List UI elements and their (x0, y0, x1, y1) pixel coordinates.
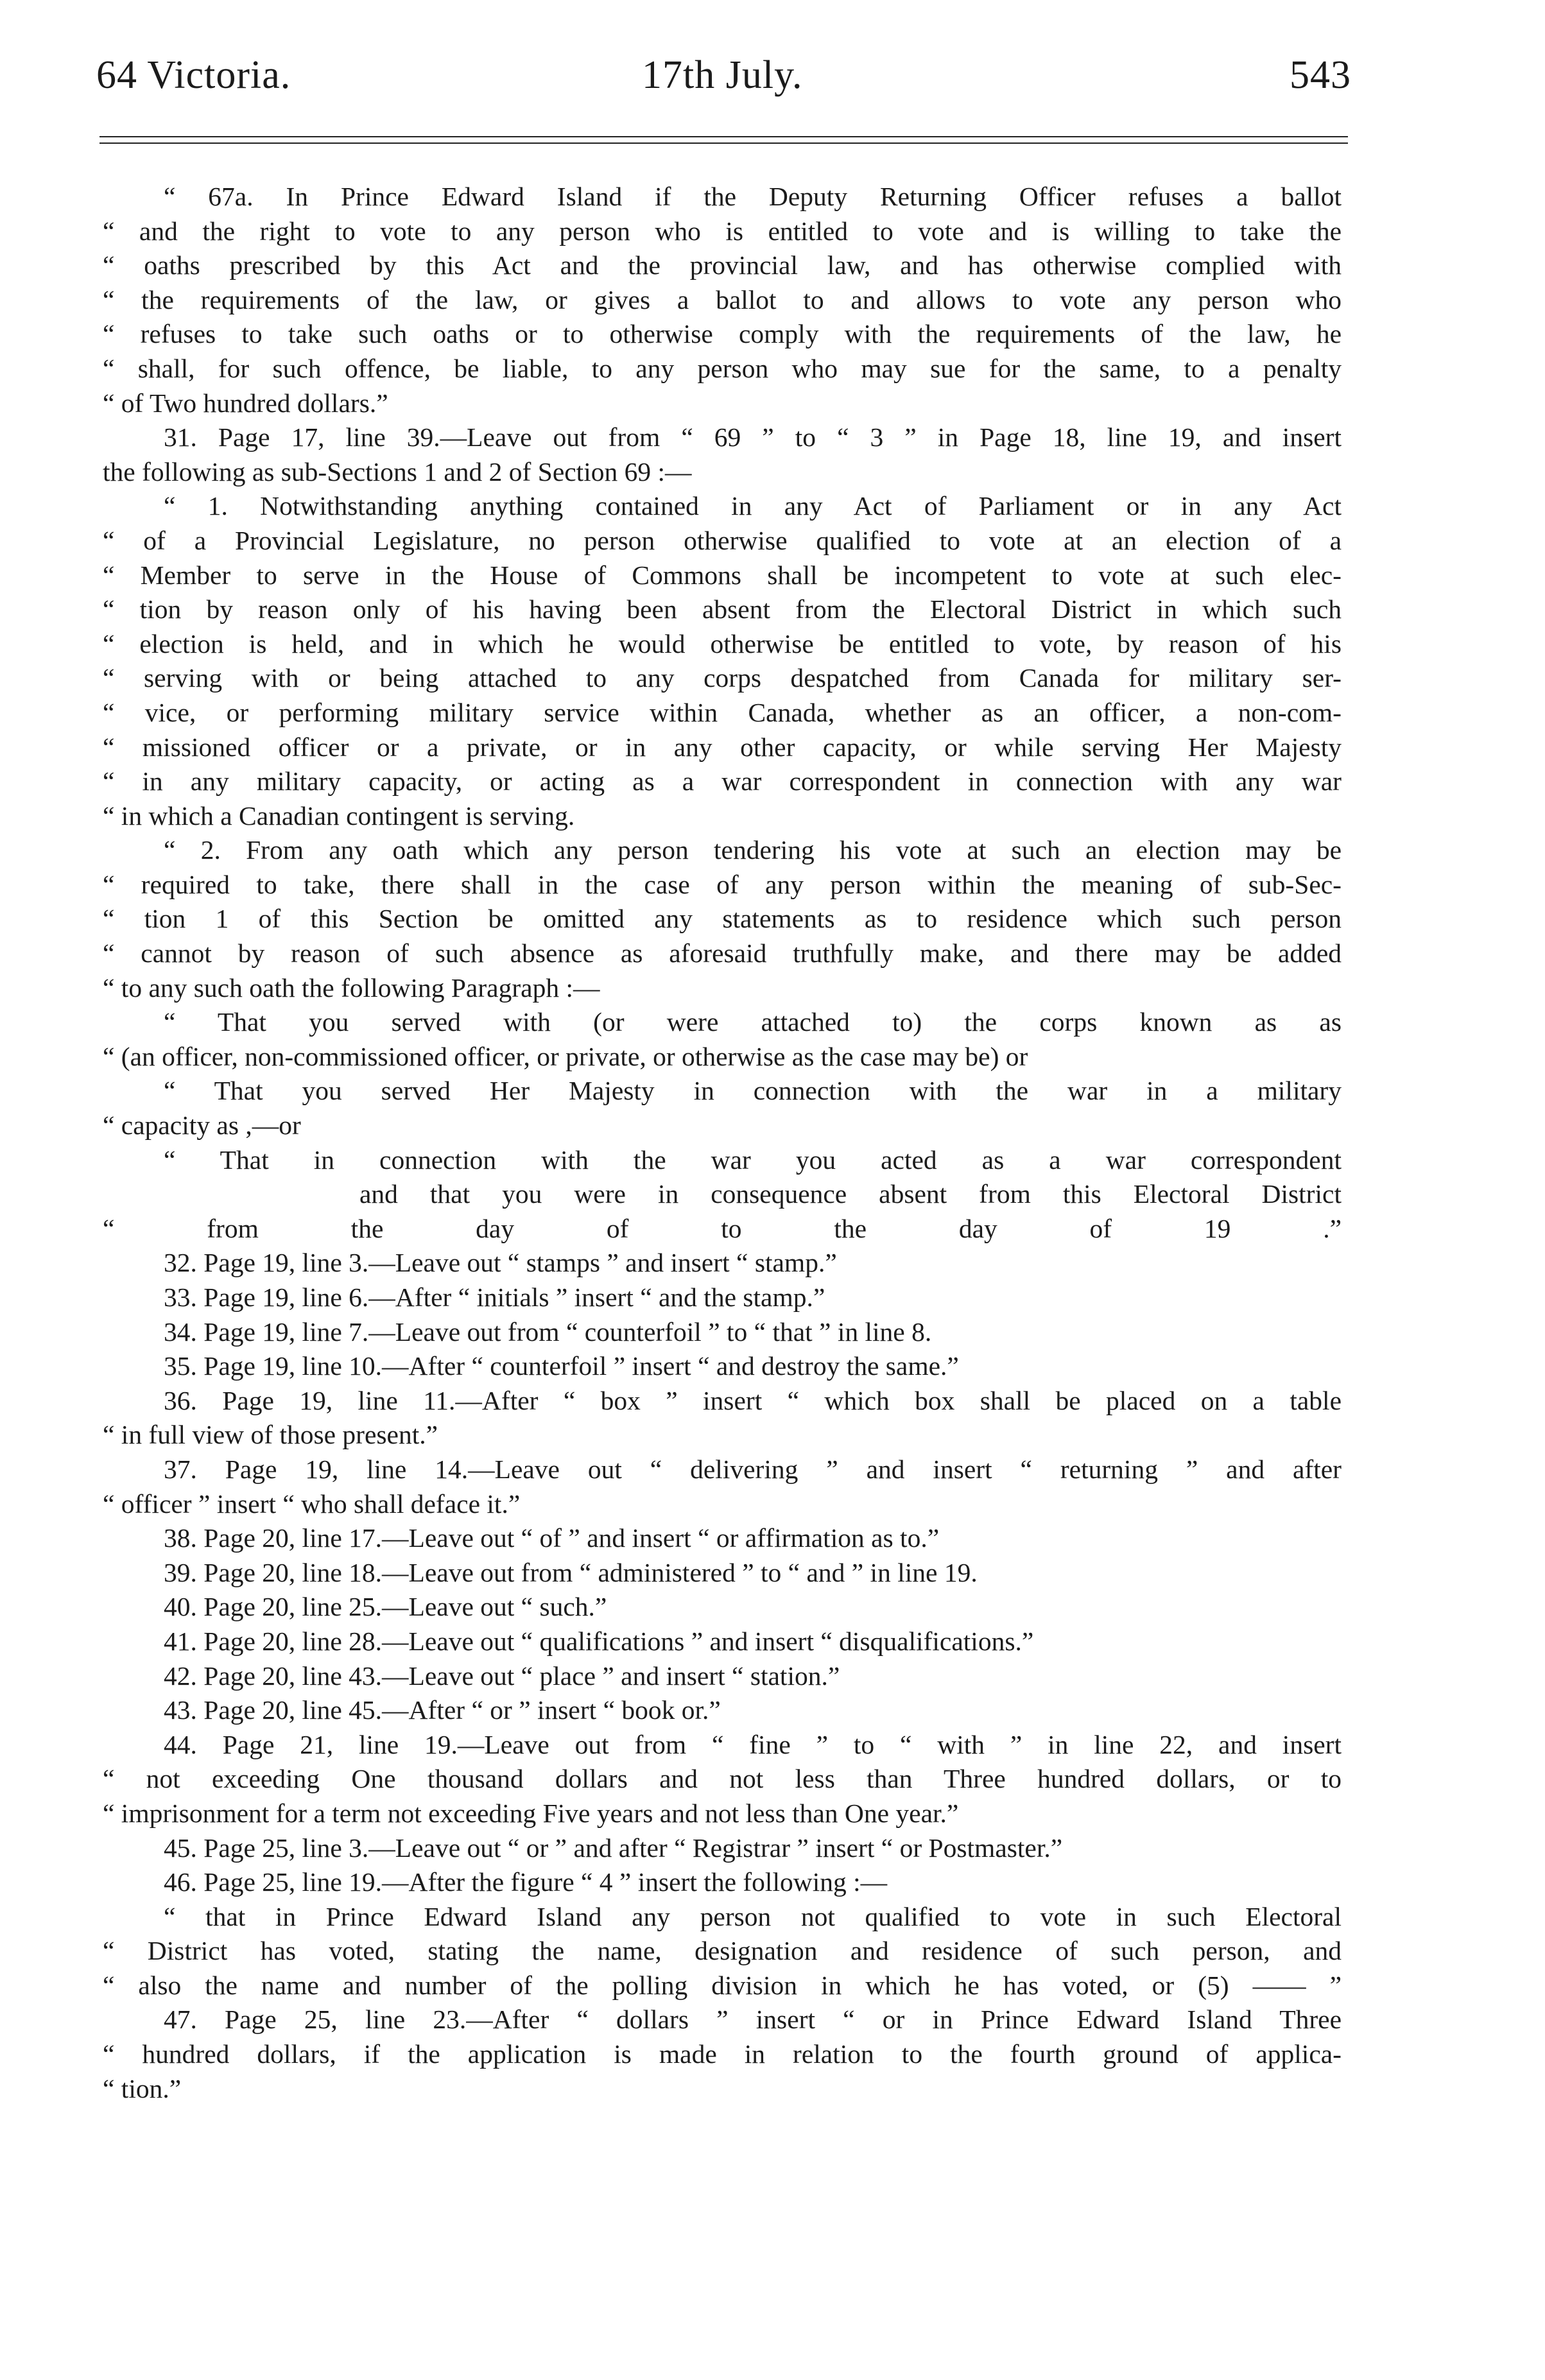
text-line: “ imprisonment for a term not exceeding Five years and not less than One year.” (103, 1798, 959, 1828)
text-line: “ not exceeding One thousand dollars and not less than Three hundred dollars, or to (103, 1764, 1342, 1794)
text-line: “ of Two hundred dollars.” (103, 388, 388, 418)
text-line: “ to any such oath the following Paragraph :— (103, 972, 600, 1003)
text-line: 38. Page 20, line 17.—Leave out “ of ” and insert “ or affirmation as to.” (164, 1523, 940, 1553)
text-line: “ tion 1 of this Section be omitted any statements as to residence which such person (103, 904, 1342, 934)
text-line: and that you were in consequence absent from this Electoral District (359, 1179, 1342, 1209)
text-line: 45. Page 25, line 3.—Leave out “ or ” and after “ Registrar ” insert “ or Postmaster.” (164, 1832, 1063, 1863)
text-line: “ refuses to take such oaths or to otherwise comply with the requirements of the law, he (103, 319, 1342, 349)
text-line: 44. Page 21, line 19.—Leave out from “ fine ” to “ with ” in line 22, and insert (164, 1729, 1342, 1759)
text-line: 41. Page 20, line 28.—Leave out “ qualifications ” and insert “ disqualifications.” (164, 1626, 1034, 1656)
body-text (103, 180, 1342, 2106)
text-line: “ That you served with (or were attached to) the corps known as as (164, 1007, 1342, 1037)
text-line: “ tion.” (103, 2073, 182, 2103)
text-line: 36. Page 19, line 11.—After “ box ” insert “ which box shall be placed on a table (164, 1385, 1342, 1415)
text-line: “ That you served Her Majesty in connection with the war in a military (164, 1076, 1342, 1106)
text-line: “ and the right to vote to any person who is entitled to vote and is willing to take the (103, 216, 1342, 246)
text-line: “ District has voted, stating the name, designation and residence of such person, and (103, 1936, 1342, 1966)
text-line: “ vice, or performing military service within Canada, whether as an officer, a non-com- (103, 697, 1342, 727)
text-line: “ oaths prescribed by this Act and the provincial law, and has otherwise complied with (103, 250, 1342, 280)
text-line: 42. Page 20, line 43.—Leave out “ place ” and insert “ station.” (164, 1660, 840, 1691)
text-line: “ That in connection with the war you acted as a war correspondent (164, 1144, 1342, 1175)
text-line: “ Member to serve in the House of Commons shall be incompetent to vote at such elec- (103, 560, 1342, 590)
text-line: 32. Page 19, line 3.—Leave out “ stamps ” and insert “ stamp.” (164, 1248, 837, 1278)
text-line: 46. Page 25, line 19.—After the figure “ 4 ” insert the following :— (164, 1867, 888, 1897)
text-line: “ that in Prince Edward Island any person not qualified to vote in such Electoral (164, 1901, 1342, 1931)
text-line: “ required to take, there shall in the case of any person within the meaning of sub-Sec- (103, 869, 1342, 899)
header-date: 17th July. (642, 53, 803, 97)
text-line: “ tion by reason only of his having been absent from the Electoral District in which such (103, 594, 1342, 625)
text-line: “ in which a Canadian contingent is serving. (103, 800, 575, 831)
header-regnal-year: 64 Victoria. (96, 53, 291, 97)
text-line: “ in any military capacity, or acting as a war correspondent in connection with any war (103, 766, 1342, 797)
text-line: “ shall, for such offence, be liable, to any person who may sue for the same, to a penalty (103, 353, 1342, 383)
text-line: 47. Page 25, line 23.—After “ dollars ” insert “ or in Prince Edward Island Three (164, 2005, 1342, 2035)
text-line: “ of a Provincial Legislature, no person otherwise qualified to vote at an election of a (103, 525, 1342, 555)
text-line: 33. Page 19, line 6.—After “ initials ” insert “ and the stamp.” (164, 1282, 825, 1312)
text-line: 37. Page 19, line 14.—Leave out “ delivering ” and insert “ returning ” and after (164, 1454, 1342, 1484)
text-line: 39. Page 20, line 18.—Leave out from “ administered ” to “ and ” in line 19. (164, 1557, 978, 1587)
text-line: “ in full view of those present.” (103, 1420, 438, 1450)
text-line: 35. Page 19, line 10.—After “ counterfoil ” insert “ and destroy the same.” (164, 1351, 959, 1381)
text-line: “ the requirements of the law, or gives a ballot to and allows to vote any person who (103, 284, 1342, 315)
text-line: “ capacity as ,—or (103, 1110, 301, 1141)
text-line: “ 1. Notwithstanding anything contained in any Act of Parliament or in any Act (164, 491, 1342, 521)
running-head (96, 53, 1351, 110)
header-rule-bottom (99, 142, 1348, 144)
text-line: “ missioned officer or a private, or in any other capacity, or while serving Her Majesty (103, 732, 1342, 762)
text-line: “ serving with or being attached to any corps despatched from Canada for military ser- (103, 663, 1342, 693)
text-line: 31. Page 17, line 39.—Leave out from “ 69 ” to “ 3 ” in Page 18, line 19, and insert (164, 422, 1342, 453)
text-line: “ election is held, and in which he would otherwise be entitled to vote, by reason of his (103, 628, 1342, 659)
text-line: the following as sub-Sections 1 and 2 of Section 69 :— (103, 456, 692, 487)
text-line: 34. Page 19, line 7.—Leave out from “ counterfoil ” to “ that ” in line 8. (164, 1316, 932, 1347)
text-line: “ officer ” insert “ who shall deface it.” (103, 1488, 521, 1519)
header-rule-top (99, 136, 1348, 137)
text-line: “ hundred dollars, if the application is made in relation to the fourth ground of applica- (103, 2039, 1342, 2069)
text-line: 40. Page 20, line 25.—Leave out “ such.” (164, 1592, 607, 1622)
text-line: 43. Page 20, line 45.—After “ or ” insert “ book or.” (164, 1695, 721, 1725)
text-line: “ 2. From any oath which any person tendering his vote at such an election may be (164, 835, 1342, 865)
page-number: 543 (1290, 53, 1351, 97)
text-line: “ (an officer, non-commissioned officer, or private, or otherwise as the case may be) or (103, 1041, 1028, 1071)
text-line: “ 67a. In Prince Edward Island if the Deputy Returning Officer refuses a ballot (164, 182, 1342, 211)
text-line: “ from the day of to the day of 19 .” (103, 1213, 1342, 1243)
text-line: “ also the name and number of the polling division in which he has voted, or (5) —— ” (103, 1970, 1342, 2000)
text-line: “ cannot by reason of such absence as aforesaid truthfully make, and there may be added (103, 938, 1342, 969)
